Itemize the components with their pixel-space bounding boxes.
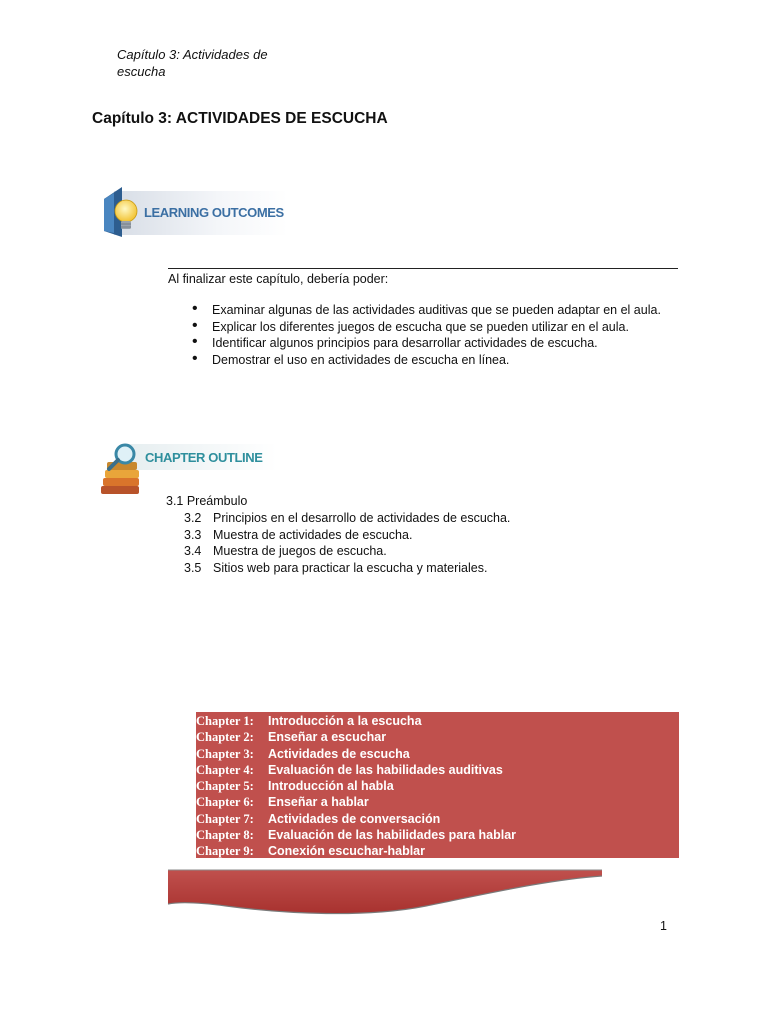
chapter-outline-banner-text: CHAPTER OUTLINE bbox=[145, 450, 263, 465]
outline-text: Muestra de juegos de escucha. bbox=[213, 544, 387, 558]
chapter-title-text: Actividades de escucha bbox=[268, 746, 410, 761]
outline-first-item: 3.1 Preámbulo bbox=[166, 494, 248, 508]
list-item: • Identificar algunos principios para desarrollar actividades de escucha. bbox=[192, 335, 661, 352]
chapter-label: Chapter 2: bbox=[196, 730, 254, 745]
chapter-row bbox=[196, 746, 679, 762]
chapter-title-text: Introducción al habla bbox=[268, 779, 394, 794]
chapter-title: Capítulo 3: ACTIVIDADES DE ESCUCHA bbox=[92, 110, 388, 127]
chapter-label: Chapter 8: bbox=[196, 828, 254, 843]
chapter-outline-banner bbox=[97, 438, 277, 496]
chapter-label: Chapter 1: bbox=[196, 714, 254, 728]
chapter-row bbox=[196, 794, 679, 810]
list-item bbox=[184, 510, 510, 527]
books-magnifier-icon bbox=[97, 438, 277, 496]
list-item: • Explicar los diferentes juegos de escucha que se pueden utilizar en el aula. bbox=[192, 319, 661, 336]
decorative-swoosh bbox=[166, 866, 606, 918]
outline-text: Sitios web para practicar la escucha y materiales. bbox=[213, 560, 488, 575]
outline-number: 3.2 bbox=[184, 511, 202, 525]
chapter-label: Chapter 5: bbox=[196, 779, 254, 794]
outcomes-intro: Al finalizar este capítulo, debería poder: bbox=[168, 272, 389, 286]
outline-number: 3.3 bbox=[184, 527, 202, 542]
outline-text: Muestra de actividades de escucha. bbox=[213, 527, 413, 542]
lightbulb-icon bbox=[100, 185, 288, 239]
chapter-label: Chapter 6: bbox=[196, 795, 254, 810]
chapter-row bbox=[196, 827, 679, 843]
outline-text: Principios en el desarrollo de actividades de escucha. bbox=[213, 511, 511, 525]
chapter-row bbox=[196, 843, 679, 859]
chapter-title-text: Conexión escuchar-hablar bbox=[268, 844, 425, 859]
outline-number: 3.5 bbox=[184, 560, 202, 575]
chapter-title-text: Enseñar a escuchar bbox=[268, 730, 387, 745]
page-number: 1 bbox=[660, 919, 667, 933]
chapter-row bbox=[196, 713, 679, 729]
learning-outcomes-banner bbox=[100, 185, 288, 239]
outline-number: 3.4 bbox=[184, 544, 202, 558]
chapter-row bbox=[196, 762, 679, 778]
list-item bbox=[184, 527, 510, 544]
chapter-label: Chapter 7: bbox=[196, 811, 254, 826]
chapter-label: Chapter 3: bbox=[196, 746, 254, 761]
chapter-title-text: Evaluación de las habilidades para hablar bbox=[268, 828, 517, 843]
chapter-row bbox=[196, 811, 679, 827]
chapter-title-text: Introducción a la escucha bbox=[268, 714, 422, 728]
chapters-box bbox=[196, 712, 679, 858]
outcomes-list bbox=[192, 302, 661, 368]
chapter-label: Chapter 4: bbox=[196, 762, 254, 777]
section-rule bbox=[168, 268, 678, 269]
outline-list bbox=[184, 510, 510, 576]
chapter-title-text: Actividades de conversación bbox=[268, 811, 441, 826]
chapter-title-text: Enseñar a hablar bbox=[268, 795, 369, 810]
list-item bbox=[184, 543, 510, 560]
list-item: • Demostrar el uso en actividades de escucha en línea. bbox=[192, 352, 661, 369]
learning-outcomes-banner-text: LEARNING OUTCOMES bbox=[144, 205, 284, 220]
running-header: Capítulo 3: Actividades de escucha bbox=[117, 47, 268, 79]
chapter-label: Chapter 9: bbox=[196, 844, 254, 859]
list-item: • Examinar algunas de las actividades auditivas que se pueden adaptar en el aula. bbox=[192, 302, 661, 319]
chapter-title-text: Evaluación de las habilidades auditivas bbox=[268, 762, 503, 777]
chapter-row bbox=[196, 729, 679, 745]
chapter-row bbox=[196, 778, 679, 794]
list-item bbox=[184, 560, 510, 577]
